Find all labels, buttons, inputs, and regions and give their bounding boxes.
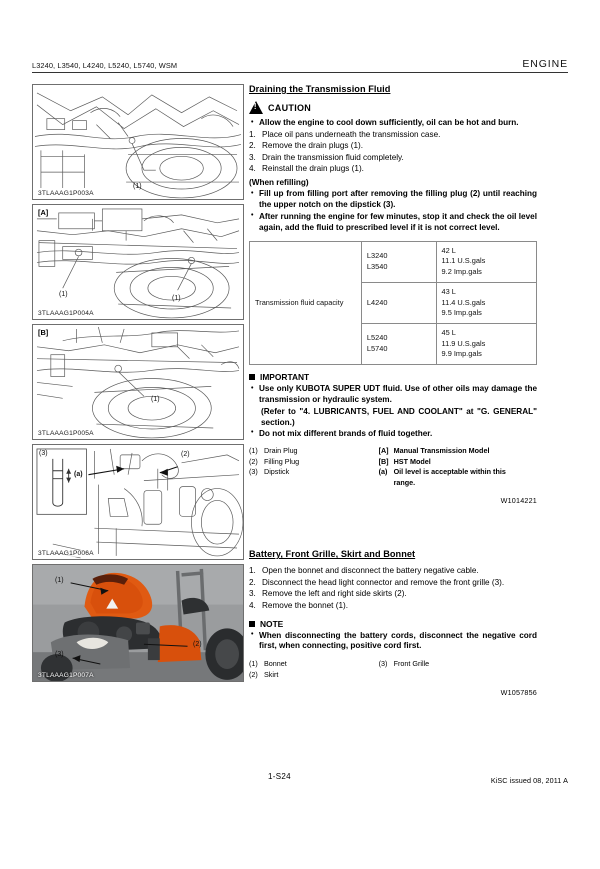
step-item bbox=[249, 130, 537, 141]
note-list bbox=[249, 631, 537, 653]
figure-dipstick-and-filling-plug bbox=[32, 444, 244, 560]
figure-5-caption: 3TLAAAG1P007A bbox=[38, 672, 94, 679]
important-label: IMPORTANT bbox=[260, 372, 310, 383]
note-heading bbox=[249, 619, 537, 629]
table-cell-capacity bbox=[436, 241, 536, 282]
section-1-title: Draining the Transmission Fluid bbox=[249, 84, 391, 94]
table-cell-capacity bbox=[436, 282, 536, 323]
figure-3-callout-1: (1) bbox=[151, 396, 160, 403]
legend-label: Manual Transmission Model bbox=[393, 446, 490, 456]
step-item bbox=[249, 589, 537, 600]
legend-label-continued: range. bbox=[393, 477, 416, 487]
content-column bbox=[249, 84, 537, 697]
step-item bbox=[249, 164, 537, 175]
figure-tractor-bonnet-photo bbox=[32, 564, 244, 682]
page-number: 1-S24 bbox=[268, 772, 291, 781]
legend-key: (3) bbox=[249, 467, 258, 477]
step-number: 3. bbox=[249, 152, 256, 162]
step-text: Remove the left and right side skirts (2). bbox=[262, 589, 407, 599]
refill-heading: (When refilling) bbox=[249, 178, 309, 188]
legend-entry bbox=[249, 659, 379, 669]
section-2-doc-code: W1057856 bbox=[500, 688, 537, 698]
legend-label: Front Grille bbox=[393, 659, 430, 669]
legend-key: (2) bbox=[249, 669, 258, 679]
capacity-imp-gals: 9.2 Imp.gals bbox=[441, 267, 482, 277]
table-cell-capacity bbox=[436, 323, 536, 364]
figure-manual-transmission-model bbox=[32, 204, 244, 320]
model-name: L4240 bbox=[366, 297, 388, 307]
legend-entry bbox=[379, 467, 537, 477]
figure-3-caption: 3TLAAAG1P005A bbox=[38, 430, 94, 437]
figure-4-line-art bbox=[33, 445, 243, 560]
step-text: Drain the transmission fluid completely. bbox=[262, 152, 404, 162]
figure-5-callout-bonnet: (1) bbox=[55, 577, 64, 584]
transmission-fluid-capacity-table bbox=[249, 241, 537, 366]
legend-entry bbox=[379, 446, 537, 456]
legend-label: HST Model bbox=[393, 456, 431, 466]
step-item bbox=[249, 153, 537, 164]
legend-entry bbox=[249, 467, 379, 477]
legend-left-column bbox=[249, 446, 379, 488]
step-text: Open the bonnet and disconnect the battery negative cable. bbox=[262, 566, 479, 576]
table-row bbox=[250, 241, 537, 282]
capacity-liters: 42 L bbox=[441, 245, 456, 255]
important-item: • Do not mix different brands of fluid together. bbox=[249, 429, 537, 440]
table-cell-models bbox=[361, 323, 436, 364]
step-text: Reinstall the drain plugs (1). bbox=[262, 164, 364, 174]
capacity-imp-gals: 9.9 Imp.gals bbox=[441, 349, 482, 359]
figure-5-photo bbox=[33, 565, 243, 682]
legend-entry bbox=[379, 659, 537, 669]
important-list-2 bbox=[249, 429, 537, 440]
legend-key: (1) bbox=[249, 446, 258, 456]
capacity-us-gals: 11.9 U.S.gals bbox=[441, 338, 486, 348]
figure-4-callout-range: (a) bbox=[74, 471, 83, 478]
figure-3-tag: [B] bbox=[38, 328, 49, 337]
figure-2-callout-1: (1) bbox=[59, 291, 68, 298]
legend-key: (3) bbox=[378, 659, 388, 669]
step-item bbox=[249, 601, 537, 612]
figure-5-callout-front-grille: (3) bbox=[55, 651, 64, 658]
step-number: 1. bbox=[249, 129, 256, 139]
figure-1-callout-1: (1) bbox=[133, 183, 142, 190]
legend-right-column bbox=[379, 659, 537, 680]
table-cell-models bbox=[361, 282, 436, 323]
note-label: NOTE bbox=[260, 618, 284, 629]
legend-label: Dipstick bbox=[264, 467, 290, 477]
legend-entry bbox=[249, 446, 379, 456]
note-item: • When disconnecting the battery cords, disconnect the negative cord first, when connecting, positive cord first. bbox=[249, 631, 537, 653]
capacity-liters: 43 L bbox=[441, 286, 456, 296]
step-number: 4. bbox=[249, 600, 256, 610]
model-name: L3240 bbox=[366, 250, 388, 260]
important-item: • Use only KUBOTA SUPER UDT fluid. Use of other oils may damage the transmission or hydraulic system. bbox=[249, 384, 537, 406]
refill-item: • Fill up from filling port after removing the filling plug (2) until reaching the upper notch on the dipstick (3). bbox=[249, 189, 537, 211]
figure-column bbox=[32, 84, 244, 686]
caution-item: • Allow the engine to cool down sufficiently, oil can be hot and burn. bbox=[249, 118, 537, 129]
step-number: 2. bbox=[249, 577, 256, 587]
figure-2-tag: [A] bbox=[38, 208, 49, 217]
model-name: L3540 bbox=[366, 261, 388, 271]
legend-key: [A] bbox=[378, 446, 389, 456]
figure-2-caption: 3TLAAAG1P004A bbox=[38, 310, 94, 317]
model-name: L5740 bbox=[366, 344, 388, 354]
figure-transmission-underside-1 bbox=[32, 84, 244, 200]
issue-stamp: KiSC issued 08, 2011 A bbox=[490, 776, 568, 785]
legend-label: Drain Plug bbox=[264, 446, 298, 456]
step-item bbox=[249, 566, 537, 577]
figure-1-caption: 3TLAAAG1P003A bbox=[38, 190, 94, 197]
step-text: Disconnect the head light connector and remove the front grille (3). bbox=[262, 577, 505, 587]
important-list bbox=[249, 384, 537, 406]
legend-entry bbox=[249, 457, 379, 467]
legend-entry bbox=[379, 457, 537, 467]
refill-list bbox=[249, 189, 537, 233]
legend-key: (a) bbox=[378, 467, 388, 477]
section-1-doc-code: W1014221 bbox=[500, 496, 537, 506]
table-cell-models bbox=[361, 241, 436, 282]
caution-banner bbox=[249, 101, 537, 114]
caution-label: CAUTION bbox=[268, 102, 312, 113]
legend-left-column bbox=[249, 659, 379, 680]
section-2-legend bbox=[249, 659, 537, 680]
section-2-steps bbox=[249, 566, 537, 611]
step-number: 4. bbox=[249, 164, 256, 174]
step-number: 3. bbox=[249, 589, 256, 599]
refill-item: • After running the engine for few minutes, stop it and check the oil level again, add the fluid to prescribed level if it is not correct level. bbox=[249, 212, 537, 234]
legend-key: [B] bbox=[378, 456, 389, 466]
filled-square-icon bbox=[249, 621, 255, 627]
section-spacer bbox=[249, 505, 537, 549]
capacity-us-gals: 11.4 U.S.gals bbox=[441, 297, 486, 307]
legend-key: (1) bbox=[249, 659, 258, 669]
capacity-imp-gals: 9.5 Imp.gals bbox=[441, 308, 482, 318]
legend-label: Bonnet bbox=[264, 659, 287, 669]
legend-right-column bbox=[379, 446, 537, 488]
figure-hst-model bbox=[32, 324, 244, 440]
step-number: 1. bbox=[249, 566, 256, 576]
figure-4-callout-dipstick: (3) bbox=[39, 450, 48, 457]
warning-triangle-icon bbox=[249, 101, 263, 114]
header-section-title: ENGINE bbox=[522, 58, 568, 70]
figure-2-line-art bbox=[33, 205, 243, 320]
step-text: Place oil pans underneath the transmission case. bbox=[262, 129, 441, 139]
figure-4-caption: 3TLAAAG1P006A bbox=[38, 550, 94, 557]
legend-label: Filling Plug bbox=[264, 456, 300, 466]
important-reference-note: (Refer to "4. LUBRICANTS, FUEL AND COOLANT" at "G. GENERAL" section.) bbox=[261, 406, 537, 427]
important-heading bbox=[249, 372, 537, 382]
header-model-list: L3240, L3540, L4240, L5240, L5740, WSM bbox=[32, 61, 178, 70]
model-name: L5240 bbox=[366, 333, 388, 343]
step-item bbox=[249, 141, 537, 152]
step-number: 2. bbox=[249, 141, 256, 151]
figure-2-callout-2: (1) bbox=[172, 295, 181, 302]
legend-label: Oil level is acceptable within this bbox=[393, 467, 506, 477]
filled-square-icon bbox=[249, 374, 255, 380]
figure-4-callout-filling-plug: (2) bbox=[181, 451, 190, 458]
caution-list bbox=[249, 118, 537, 129]
section-1-steps bbox=[249, 130, 537, 175]
legend-label: Skirt bbox=[264, 669, 279, 679]
step-text: Remove the bonnet (1). bbox=[262, 600, 349, 610]
section-2-title: Battery, Front Grille, Skirt and Bonnet bbox=[249, 549, 416, 560]
step-text: Remove the drain plugs (1). bbox=[262, 141, 364, 151]
capacity-liters: 45 L bbox=[441, 327, 456, 337]
page-header bbox=[32, 58, 568, 73]
figure-5-callout-skirt: (2) bbox=[193, 641, 202, 648]
header-divider bbox=[32, 72, 568, 73]
legend-entry bbox=[249, 670, 379, 680]
step-item bbox=[249, 578, 537, 589]
section-1-legend bbox=[249, 446, 537, 488]
legend-key: (2) bbox=[249, 456, 258, 466]
capacity-us-gals: 11.1 U.S.gals bbox=[441, 256, 486, 266]
table-row-label: Transmission fluid capacity bbox=[250, 241, 362, 365]
figure-3-line-art bbox=[33, 325, 243, 440]
